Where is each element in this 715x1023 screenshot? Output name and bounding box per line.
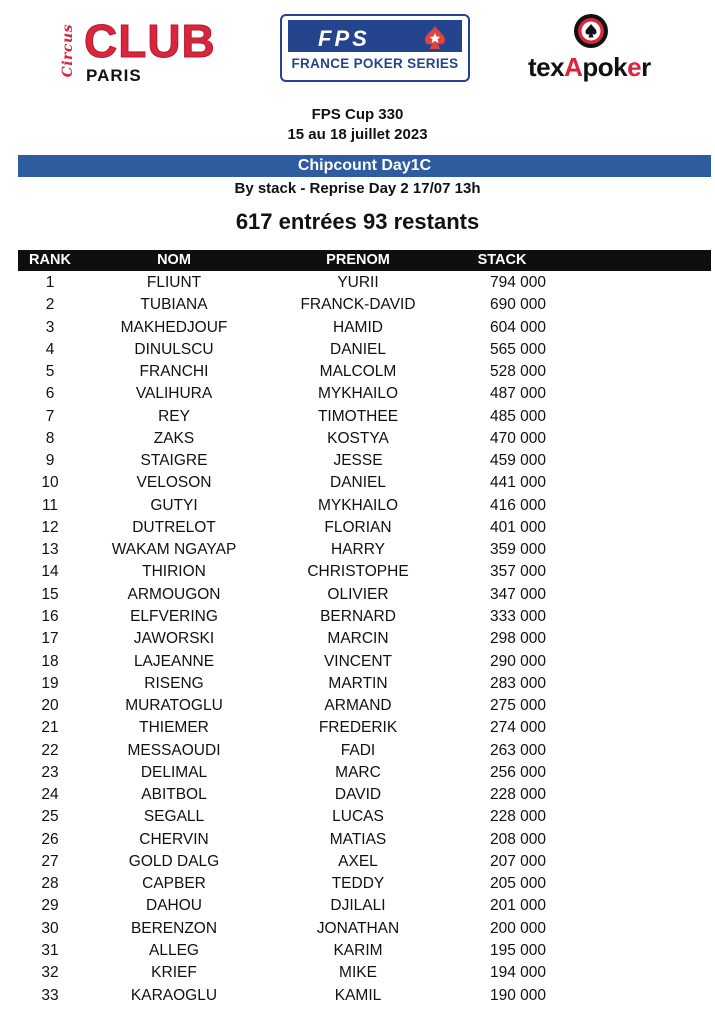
prenom-cell: KAMIL [334,986,382,1004]
rank-cell: 32 [41,964,59,982]
prenom-cell: MARC [335,763,381,781]
rank-cell: 23 [41,763,59,781]
rank-cell: 26 [41,830,59,848]
prenom-cell: MARCIN [327,630,389,648]
nom-cell: VELOSON [136,474,212,492]
nom-cell: WAKAM NGAYAP [111,541,237,559]
circus-logo-word: Circus [60,24,76,78]
nom-cell: STAIGRE [140,452,208,470]
stack-cell: 441 000 [489,474,546,492]
stack-cell: 470 000 [489,429,546,447]
fps-logo-banner [288,20,462,52]
rank-cell: 18 [41,652,59,670]
prenom-cell: MYKHAILO [317,496,399,514]
prenom-cell: JESSE [333,452,383,470]
prenom-cell: BERNARD [320,607,396,625]
stack-cell: 690 000 [489,296,546,314]
prenom-cell: KARIM [333,941,383,959]
rank-cell: 15 [41,585,59,603]
table-row [18,962,711,984]
table-row [18,606,711,628]
fps-logo-letters: FPS [318,26,370,51]
spade-badge-icon [572,12,610,50]
stack-cell: 487 000 [489,385,546,403]
prenom-cell: KOSTYA [327,429,389,447]
table-row [18,695,711,717]
prenom-cell: DJILALI [330,897,386,915]
rank-cell: 20 [41,697,59,715]
prenom-cell: MATIAS [329,830,387,848]
rank-cell: 21 [41,719,59,737]
rank-cell: 27 [41,852,59,870]
table-row [18,383,711,405]
nom-cell: KRIEF [151,964,197,982]
table-row [18,628,711,650]
nom-cell: VALIHURA [135,385,213,403]
prenom-cell: TEDDY [331,875,385,893]
rank-cell: 19 [41,674,59,692]
prenom-cell: LUCAS [332,808,384,826]
nom-cell: FLIUNT [146,274,202,291]
rank-cell: 4 [45,340,55,358]
nom-cell: DINULSCU [134,340,214,358]
nom-cell: ELFVERING [130,607,218,625]
texapoker-logo [526,12,656,84]
chipcount-bar: Chipcount Day1C [18,155,711,177]
rank-cell: 24 [41,786,59,804]
stack-cell: 201 000 [489,897,546,915]
table-row [18,561,711,583]
table-row [18,428,711,450]
table-row [18,517,711,539]
nom-cell: DELIMAL [140,763,208,781]
prenom-cell: YURII [337,274,379,291]
nom-cell: ZAKS [153,429,195,447]
rank-cell: 13 [41,541,59,559]
club-logo-word: CLUB [84,15,216,67]
rank-cell: 17 [41,630,59,648]
stack-cell: 228 000 [489,808,546,826]
table-row [18,784,711,806]
table-row [18,673,711,695]
prenom-cell: HARRY [331,541,385,559]
stack-cell: 208 000 [489,830,546,848]
table-row [18,495,711,517]
column-header-nom: NOM [157,252,191,268]
table-row [18,740,711,762]
table-row [18,406,711,428]
stack-cell: 275 000 [489,697,546,715]
stack-cell: 200 000 [489,919,546,937]
chipcount-table-body [18,272,711,1007]
prenom-cell: JONATHAN [316,919,400,937]
table-row [18,873,711,895]
rank-cell: 22 [41,741,59,759]
column-header-stack: STACK [477,252,527,268]
stack-cell: 274 000 [489,719,546,737]
rank-cell: 14 [41,563,59,581]
nom-cell: DAHOU [146,897,202,915]
nom-cell: JAWORSKI [133,630,215,648]
event-title: FPS Cup 330 [311,106,404,123]
table-row [18,762,711,784]
nom-cell: MESSAOUDI [127,741,221,759]
table-row [18,829,711,851]
stack-cell: 194 000 [489,964,546,982]
rank-cell: 2 [45,296,55,314]
nom-cell: DUTRELOT [132,518,216,536]
nom-cell: TUBIANA [140,296,208,314]
prenom-cell: VINCENT [323,652,393,670]
resume-info: By stack - Reprise Day 2 17/07 13h [234,180,481,197]
prenom-cell: HAMID [333,318,383,336]
rank-cell: 7 [45,407,55,425]
nom-cell: BERENZON [130,919,218,937]
texapoker-wordmark: texApoker [528,52,651,82]
rank-cell: 25 [41,808,59,826]
rank-cell: 9 [45,452,55,470]
stack-cell: 207 000 [489,852,546,870]
stack-cell: 485 000 [489,407,546,425]
nom-cell: ALLEG [149,941,199,959]
nom-cell: LAJEANNE [133,652,215,670]
stack-cell: 195 000 [489,941,546,959]
rank-cell: 6 [45,385,55,403]
rank-cell: 16 [41,607,59,625]
table-row [18,851,711,873]
prenom-cell: FLORIAN [324,518,392,536]
prenom-cell: MALCOLM [319,363,397,381]
stack-cell: 290 000 [489,652,546,670]
rank-cell: 8 [45,429,55,447]
table-row [18,918,711,940]
prenom-cell: TIMOTHEE [317,407,399,425]
stack-cell: 256 000 [489,763,546,781]
nom-cell: MAKHEDJOUF [120,318,228,336]
stack-cell: 401 000 [489,518,546,536]
rank-cell: 1 [45,274,55,291]
fps-logo-subtitle: FRANCE POKER SERIES [291,56,459,71]
stack-cell: 416 000 [489,496,546,514]
table-row [18,272,711,294]
stack-cell: 283 000 [489,674,546,692]
prenom-cell: DANIEL [330,340,386,358]
table-row [18,651,711,673]
stack-cell: 359 000 [489,541,546,559]
stack-cell: 604 000 [489,318,546,336]
prenom-cell: MARTIN [328,674,388,692]
prenom-cell: AXEL [338,852,378,870]
stack-cell: 263 000 [489,741,546,759]
rank-cell: 33 [41,986,59,1004]
prenom-cell: OLIVIER [327,585,389,603]
stack-cell: 357 000 [489,563,546,581]
paris-logo-word: PARIS [86,66,142,85]
stack-cell: 333 000 [489,607,546,625]
table-row [18,895,711,917]
stack-cell: 459 000 [489,452,546,470]
nom-cell: ABITBOL [141,786,207,804]
nom-cell: ARMOUGON [127,585,221,603]
stack-cell: 794 000 [489,274,546,291]
nom-cell: KARAOGLU [130,986,218,1004]
stack-cell: 565 000 [489,340,546,358]
table-row [18,806,711,828]
rank-cell: 3 [45,318,55,336]
prenom-cell: FADI [340,741,376,759]
spade-icon [420,22,450,52]
nom-cell: SEGALL [143,808,205,826]
nom-cell: GOLD DALG [128,852,220,870]
nom-cell: FRANCHI [139,363,209,381]
rank-cell: 12 [41,518,59,536]
rank-cell: 5 [45,363,55,381]
nom-cell: REY [158,407,190,425]
logo-header [0,0,715,95]
nom-cell: MURATOGLU [125,697,223,715]
rank-cell: 29 [41,897,59,915]
prenom-cell: FREDERIK [318,719,398,737]
table-row [18,361,711,383]
prenom-cell: DAVID [334,786,382,804]
circus-club-paris-logo [58,15,238,90]
stack-cell: 528 000 [489,363,546,381]
nom-cell: CHERVIN [139,830,209,848]
column-header-prenom: PRENOM [326,252,390,268]
prenom-cell: CHRISTOPHE [307,563,409,581]
table-header [18,250,711,271]
stack-cell: 298 000 [489,630,546,648]
fps-logo [280,14,470,82]
table-row [18,940,711,962]
rank-cell: 31 [41,941,59,959]
rank-cell: 30 [41,919,59,937]
rank-cell: 28 [41,875,59,893]
nom-cell: RISENG [144,674,204,692]
table-row [18,339,711,361]
table-row [18,472,711,494]
nom-cell: THIRION [142,563,206,581]
stack-cell: 228 000 [489,786,546,804]
rank-cell: 11 [41,496,59,514]
entries-summary: 617 entrées 93 restants [235,209,480,234]
table-row [18,717,711,739]
table-row [18,985,711,1007]
nom-cell: THIEMER [139,719,209,737]
stack-cell: 347 000 [489,585,546,603]
table-row [18,450,711,472]
prenom-cell: ARMAND [324,697,392,715]
nom-cell: CAPBER [142,875,206,893]
nom-cell: GUTYI [150,496,198,514]
table-row [18,584,711,606]
stack-cell: 205 000 [489,875,546,893]
prenom-cell: FRANCK-DAVID [300,296,416,314]
stack-cell: 190 000 [489,986,546,1004]
rank-cell: 10 [41,474,59,492]
event-dates: 15 au 18 juillet 2023 [287,126,428,143]
prenom-cell: DANIEL [330,474,386,492]
table-row [18,317,711,339]
prenom-cell: MYKHAILO [317,385,399,403]
prenom-cell: MIKE [339,964,377,982]
column-header-rank: RANK [29,252,71,268]
table-row [18,294,711,316]
table-row [18,539,711,561]
